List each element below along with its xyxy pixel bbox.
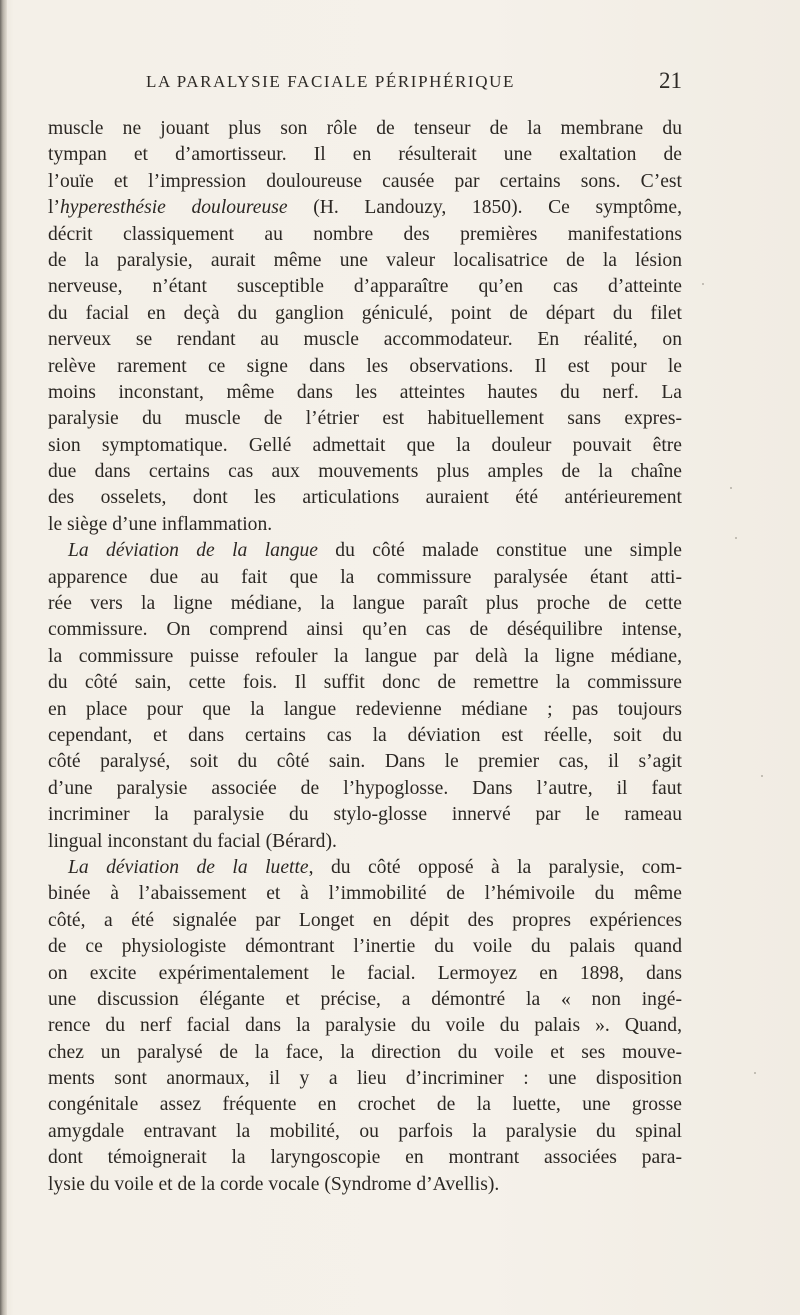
- text-line: [48, 617, 682, 643]
- text-segment: le siège d’une inflammation.: [48, 513, 273, 535]
- text-segment: du facial en deçà du ganglion géniculé, point de départ du filet: [48, 302, 682, 324]
- text-line: [48, 829, 682, 855]
- text-segment: l’: [48, 197, 60, 219]
- text-line: [48, 1092, 682, 1118]
- text-segment: binée à l’abaissement et à l’immobilité de l’hémivoile du même: [48, 883, 682, 905]
- text-line: [48, 327, 682, 353]
- text-segment: l’ouïe et l’impression douloureuse causée par certains sons. C’est: [48, 170, 682, 192]
- text-segment: côté paralysé, soit du côté sain. Dans le premier cas, il s’agit: [48, 751, 682, 773]
- text-segment: , du côté opposé à la paralysie, com-: [308, 856, 682, 878]
- text-line: [48, 1066, 682, 1092]
- text-line: [48, 380, 682, 406]
- text-segment: lingual inconstant du facial (Bérard).: [48, 830, 337, 852]
- page-number: 21: [659, 68, 682, 93]
- text-segment: apparence due au fait que la commissure paralysée étant atti-: [48, 566, 682, 588]
- text-segment: due dans certains cas aux mouvements plus amples de la chaîne: [48, 461, 682, 483]
- text-line: [48, 459, 682, 485]
- text-segment: de ce physiologiste démontrant l’inertie du voile du palais quand: [48, 936, 682, 958]
- text-line: [48, 934, 682, 960]
- text-segment: d’une paralysie associée de l’hypoglosse. Dans l’autre, il faut: [48, 777, 682, 799]
- text-line: [48, 301, 682, 327]
- text-line: [48, 1145, 682, 1171]
- paper-speck: [735, 537, 737, 539]
- text-line: [48, 1040, 682, 1066]
- text-segment: dont témoignerait la laryngoscopie en montrant associées para-: [48, 1147, 682, 1169]
- text-segment: congénitale assez fréquente en crochet de la luette, une grosse: [48, 1094, 682, 1116]
- text-segment: côté, a été signalée par Longet en dépit des propres expériences: [48, 909, 682, 931]
- text-line: [48, 485, 682, 511]
- text-segment: relève rarement ce signe dans les observations. Il est pour le: [48, 355, 682, 377]
- text-line: [48, 1172, 682, 1198]
- text-line: [48, 881, 682, 907]
- text-segment: paralysie du muscle de l’étrier est habituellement sans expres-: [48, 408, 682, 430]
- text-segment: on excite expérimentalement le facial. Lermoyez en 1898, dans: [48, 962, 682, 984]
- text-line: [48, 591, 682, 617]
- text-line: [48, 433, 682, 459]
- text-segment: des osselets, dont les articulations auraient été antérieurement: [48, 487, 682, 509]
- text-segment: incriminer la paralysie du stylo-glosse innervé par le rameau: [48, 804, 682, 826]
- text-segment: nerveuse, n’étant susceptible d’apparaître qu’en cas d’atteinte: [48, 276, 682, 298]
- text-segment: sion symptomatique. Gellé admettait que la douleur pouvait être: [48, 434, 682, 456]
- text-line: [48, 1013, 682, 1039]
- text-segment: cependant, et dans certains cas la déviation est réelle, soit du: [48, 724, 682, 746]
- paper-speck: [754, 1072, 756, 1074]
- text-line: [48, 908, 682, 934]
- text-segment: nerveux se rendant au muscle accommodateur. En réalité, on: [48, 329, 682, 351]
- paper-speck: [761, 775, 763, 777]
- text-line: [48, 723, 682, 749]
- text-segment: commissure. On comprend ainsi qu’en cas de déséquilibre intense,: [48, 619, 682, 641]
- page-binding-edge: [0, 0, 7, 1315]
- text-line: [48, 406, 682, 432]
- text-segment: muscle ne jouant plus son rôle de tenseur de la membrane du: [48, 118, 682, 139]
- text-line: [48, 855, 682, 881]
- text-segment: la commissure puisse refouler la langue par delà la ligne médiane,: [48, 645, 682, 667]
- text-segment: ments sont anormaux, il y a lieu d’incriminer : une disposition: [48, 1068, 682, 1090]
- text-line: [48, 1119, 682, 1145]
- text-line: [48, 697, 682, 723]
- text-segment: lysie du voile et de la corde vocale (Syndrome d’Avellis).: [48, 1173, 500, 1195]
- text-line: [48, 116, 682, 142]
- text-line: [48, 354, 682, 380]
- text-segment: décrit classiquement au nombre des premières manifestations: [48, 223, 682, 245]
- text-segment: tympan et d’amortisseur. Il en résulterait une exaltation de: [48, 144, 682, 166]
- text-line: [48, 644, 682, 670]
- paper-speck: [702, 283, 704, 285]
- text-segment: rée vers la ligne médiane, la langue paraît plus proche de cette: [48, 593, 682, 615]
- text-line: [48, 274, 682, 300]
- text-segment: chez un paralysé de la face, la direction du voile et ses mouve-: [48, 1041, 682, 1063]
- text-segment: du côté sain, cette fois. Il suffit donc de remettre la commissure: [48, 672, 682, 694]
- page-header: [50, 68, 682, 96]
- running-title: LA PARALYSIE FACIALE PÉRIPHÉRIQUE: [146, 72, 515, 91]
- text-line: [48, 749, 682, 775]
- italic-term: La déviation de la langue: [68, 540, 318, 562]
- text-line: [48, 961, 682, 987]
- paper-speck: [730, 487, 732, 489]
- text-line: [48, 222, 682, 248]
- text-line: [48, 169, 682, 195]
- text-segment: du côté malade constitue une simple: [317, 540, 682, 562]
- text-line: [48, 248, 682, 274]
- text-segment: de la paralysie, aurait même une valeur localisatrice de la lésion: [48, 249, 682, 271]
- text-line: [48, 538, 682, 564]
- text-line: [48, 195, 682, 221]
- italic-term: La déviation de la luette: [68, 856, 309, 878]
- text-line: [48, 776, 682, 802]
- text-segment: rence du nerf facial dans la paralysie du voile du palais ». Quand,: [48, 1015, 682, 1037]
- text-line: [48, 142, 682, 168]
- text-segment: amygdale entravant la mobilité, ou parfois la paralysie du spinal: [48, 1120, 682, 1142]
- italic-term: hyperesthésie douloureuse: [59, 197, 288, 219]
- text-segment: une discussion élégante et précise, a démontré la « non ingé-: [48, 988, 682, 1010]
- text-line: [48, 670, 682, 696]
- text-line: [48, 802, 682, 828]
- text-line: [48, 512, 682, 538]
- text-segment: (H. Landouzy, 1850). Ce symptôme,: [287, 197, 682, 219]
- text-segment: moins inconstant, même dans les atteintes hautes du nerf. La: [48, 381, 682, 403]
- text-line: [48, 565, 682, 591]
- text-segment: en place pour que la langue redevienne médiane ; pas toujours: [48, 698, 682, 720]
- body-text: [48, 116, 682, 1198]
- text-line: [48, 987, 682, 1013]
